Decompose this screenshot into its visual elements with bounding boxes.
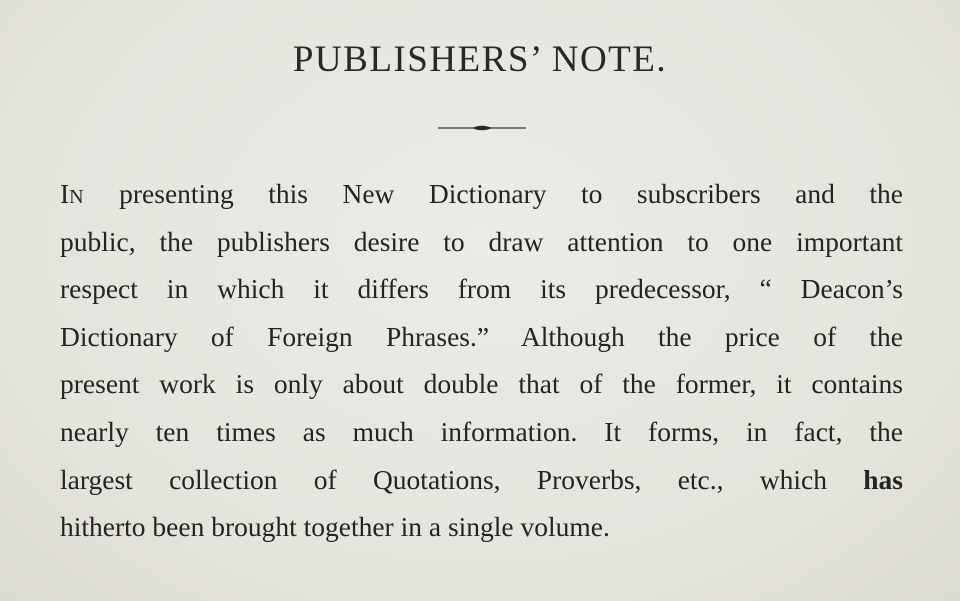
page-title: PUBLISHERS’ NOTE. [292, 39, 668, 80]
paragraph-line-3: respect in which it differs from its predecessor, “ Deacon’s [60, 273, 903, 305]
paragraph-line-2: public, the publishers desire to draw attention to one important [60, 225, 903, 257]
paragraph-line-8: hitherto been brought together in a single volume. [60, 511, 610, 543]
bold-word: has [863, 463, 903, 495]
dash-ornament-icon [436, 122, 528, 134]
line-1-text: presenting this New Dictionary to subscribers and the [84, 178, 903, 209]
drop-initial: I [60, 178, 70, 209]
line-7-text: largest collection of Quotations, Proverbs, etc., which [60, 463, 864, 495]
small-cap-letter: N [69, 186, 85, 208]
publishers-note-paragraph [60, 170, 903, 551]
paragraph-line-4: Dictionary of Foreign Phrases.” Although the price of the [60, 320, 903, 352]
paragraph-line-7 [60, 456, 903, 504]
paragraph-line-5: present work is only about double that of the former, it contains [60, 368, 903, 400]
paragraph-line-6: nearly ten times as much information. It forms, in fact, the [60, 415, 903, 447]
paragraph-line-1 [60, 170, 903, 218]
